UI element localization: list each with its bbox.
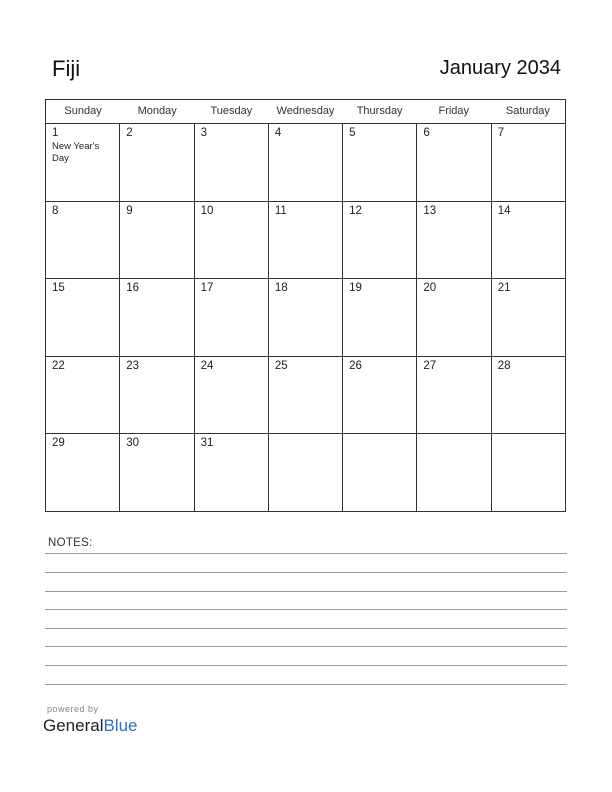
day-number: 3	[200, 127, 207, 139]
day-number: 20	[423, 282, 437, 295]
brand-general-text: General	[43, 716, 104, 735]
day-number: 21	[497, 282, 511, 295]
week-row	[46, 202, 565, 280]
day-cell	[492, 279, 565, 356]
day-number: 26	[349, 359, 362, 372]
day-cell	[46, 124, 120, 201]
note-line	[45, 628, 567, 629]
day-number: 5	[349, 127, 356, 139]
day-cell	[492, 202, 565, 279]
day-number: 7	[497, 127, 505, 139]
day-cell	[120, 434, 194, 512]
day-number: 16	[126, 282, 140, 295]
day-number: 1	[52, 127, 59, 139]
week-row	[46, 124, 565, 202]
weekday-header: Friday	[438, 105, 470, 117]
day-number: 22	[52, 359, 65, 372]
day-cell	[120, 357, 194, 434]
day-cell	[269, 279, 343, 356]
day-cell	[120, 202, 194, 279]
day-cell	[417, 357, 491, 434]
day-cell	[269, 124, 343, 201]
day-cell	[195, 279, 269, 356]
note-line	[45, 665, 567, 666]
week-row	[46, 434, 565, 512]
day-number: 8	[52, 204, 59, 217]
day-number: 25	[274, 359, 288, 372]
day-number: 28	[497, 359, 511, 372]
day-cell	[269, 434, 343, 512]
day-cell	[195, 434, 269, 512]
day-cell	[343, 434, 417, 512]
day-number: 4	[274, 127, 282, 139]
note-line	[45, 572, 567, 573]
calendar-grid	[45, 99, 566, 512]
day-cell	[269, 202, 343, 279]
day-cell	[492, 357, 565, 434]
weekday-header: Wednesday	[276, 105, 335, 117]
day-number: 6	[423, 127, 430, 139]
day-number: 2	[126, 127, 133, 139]
day-number: 23	[126, 359, 140, 372]
weekday-header-row	[46, 100, 565, 124]
day-cell	[46, 357, 120, 434]
day-number: 11	[274, 204, 287, 217]
day-number: 9	[126, 204, 133, 217]
holiday-label: New Year's Day	[52, 141, 100, 164]
day-cell	[417, 279, 491, 356]
week-row	[46, 279, 565, 357]
brand-blue-text: Blue	[103, 716, 138, 735]
weekday-header: Tuesday	[210, 105, 253, 117]
month-year-title: January 2034	[439, 57, 561, 79]
weekday-header: Monday	[137, 105, 177, 117]
day-cell	[492, 434, 565, 512]
day-number: 30	[126, 437, 140, 450]
day-cell	[46, 434, 120, 512]
day-cell	[120, 279, 194, 356]
week-row	[46, 357, 565, 435]
day-number: 24	[200, 359, 214, 372]
day-number: 18	[274, 282, 288, 295]
day-number: 14	[497, 204, 511, 217]
day-number: 13	[423, 204, 437, 217]
day-number: 19	[349, 282, 362, 295]
day-number: 15	[52, 282, 65, 295]
day-cell	[195, 124, 269, 201]
day-cell	[417, 202, 491, 279]
powered-by-text: powered by	[47, 704, 99, 714]
day-cell	[343, 357, 417, 434]
notes-label: NOTES:	[48, 537, 93, 549]
day-number: 17	[200, 282, 214, 295]
note-line	[45, 591, 567, 592]
day-cell	[195, 202, 269, 279]
weekday-header: Sunday	[64, 105, 102, 117]
note-line	[45, 684, 567, 685]
day-cell	[343, 124, 417, 201]
day-number: 12	[349, 204, 362, 217]
day-cell	[343, 202, 417, 279]
day-cell	[492, 124, 565, 201]
note-line	[45, 553, 567, 554]
country-title: Fiji	[52, 56, 81, 81]
day-cell	[343, 279, 417, 356]
day-number: 27	[423, 359, 437, 372]
day-cell	[269, 357, 343, 434]
day-cell	[417, 124, 491, 201]
day-cell	[417, 434, 491, 512]
day-number: 29	[52, 437, 65, 450]
weekday-header: Saturday	[505, 105, 550, 117]
day-cell	[120, 124, 194, 201]
day-cell	[46, 202, 120, 279]
weekday-header: Thursday	[356, 105, 403, 117]
note-line	[45, 609, 567, 610]
note-line	[45, 646, 567, 647]
day-cell	[46, 279, 120, 356]
day-cell	[195, 357, 269, 434]
day-number: 31	[200, 437, 214, 450]
day-number: 10	[200, 204, 214, 217]
generalblue-logo	[43, 716, 138, 736]
